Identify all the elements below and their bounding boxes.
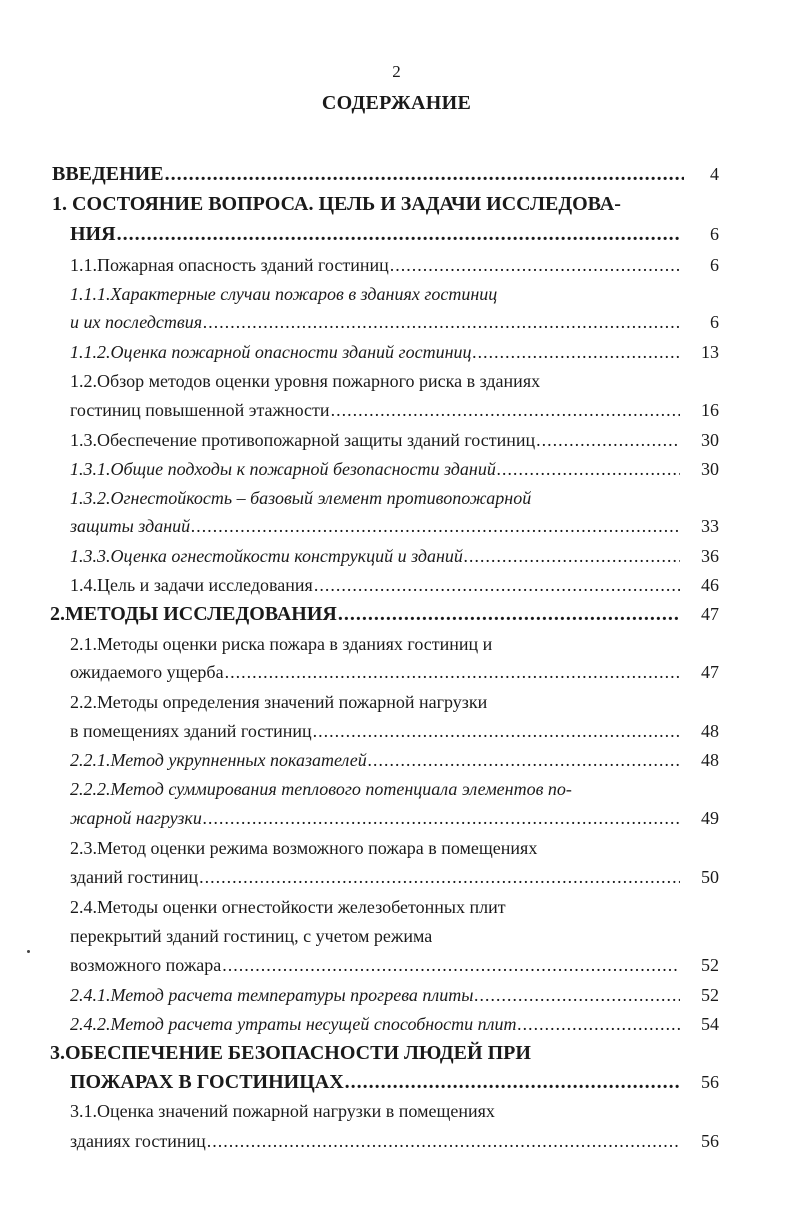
toc-dot-leader <box>199 863 680 891</box>
toc-entry-title: 1. СОСТОЯНИЕ ВОПРОСА. ЦЕЛЬ И ЗАДАЧИ ИССЛЕДОВА- <box>52 193 621 215</box>
toc-entry <box>0 1010 793 1038</box>
toc-page-number: 30 <box>701 430 719 450</box>
toc-dot-leader <box>222 951 680 979</box>
toc-page-number: 50 <box>701 867 719 887</box>
toc-dot-leader <box>117 220 680 248</box>
toc-entry-title: ВВЕДЕНИЕ <box>52 163 164 185</box>
toc-page-number: 49 <box>701 808 719 828</box>
toc-entry-title: перекрытий зданий гостиниц, с учетом режима <box>70 926 433 946</box>
toc-dot-leader <box>345 1068 680 1096</box>
toc-entry-title: 1.3.Обеспечение противопожарной защиты зданий гостиниц <box>70 430 536 450</box>
toc-entry <box>0 717 793 745</box>
toc-dot-leader <box>331 396 680 424</box>
toc-page-number: 48 <box>701 721 719 741</box>
toc-page-number: 56 <box>701 1072 719 1092</box>
toc-page-number: 54 <box>701 1014 719 1034</box>
toc-page-number: 48 <box>701 750 719 770</box>
toc-entry <box>0 863 793 891</box>
toc-page-number: 36 <box>701 546 719 566</box>
toc-entry-title: защиты зданий <box>70 516 191 536</box>
toc-page-number: 6 <box>710 224 719 244</box>
toc-entry <box>0 775 793 803</box>
toc-entry <box>0 426 793 454</box>
toc-entry-title: 2.2.1.Метод укрупненных показателей <box>70 750 367 770</box>
toc-dot-leader <box>474 981 680 1009</box>
toc-entry <box>0 251 793 279</box>
toc-entry-title: возможного пожара <box>70 955 222 975</box>
toc-entry-title: 1.3.3.Оценка огнестойкости конструкций и зданий <box>70 546 463 566</box>
toc-dot-leader <box>207 1127 680 1155</box>
toc-entry <box>0 1097 793 1125</box>
toc-entry-title: 2.4.2.Метод расчета утраты несущей способности плит <box>70 1014 517 1034</box>
toc-dot-leader <box>165 160 684 188</box>
toc-dot-leader <box>338 600 680 628</box>
toc-page-number: 16 <box>701 400 719 420</box>
toc-entry-title: ПОЖАРАХ В ГОСТИНИЦАХ <box>70 1071 344 1093</box>
toc-entry-title: 1.1.2.Оценка пожарной опасности зданий гостиниц <box>70 342 472 362</box>
toc-entry-title: 2.1.Методы оценки риска пожара в зданиях гостиниц и <box>70 634 493 654</box>
toc-dot-leader <box>390 251 680 279</box>
toc-entry <box>0 484 793 512</box>
toc-dot-leader <box>497 455 680 483</box>
toc-entry <box>0 542 793 570</box>
toc-dot-leader <box>203 308 680 336</box>
toc-entry-title: 2.МЕТОДЫ ИССЛЕДОВАНИЯ <box>50 603 337 625</box>
toc-page-number: 52 <box>701 955 719 975</box>
toc-dot-leader <box>368 746 680 774</box>
toc-entry <box>0 512 793 540</box>
toc-entry-title: 1.4.Цель и задачи исследования <box>70 575 313 595</box>
toc-entry-title: 2.3.Метод оценки режима возможного пожара в помещениях <box>70 838 538 858</box>
toc-page-number: 13 <box>701 342 719 362</box>
toc-entry <box>0 280 793 308</box>
toc-entry <box>0 160 793 188</box>
toc-entry <box>0 893 793 921</box>
toc-entry-title: и их последствия <box>70 312 203 332</box>
toc-entry <box>0 220 793 248</box>
toc-entry-title: 3.1.Оценка значений пожарной нагрузки в помещениях <box>70 1101 495 1121</box>
toc-entry <box>0 571 793 599</box>
toc-page-number: 4 <box>710 164 719 184</box>
toc-page-number: 47 <box>701 604 719 624</box>
toc-dot-leader <box>473 338 681 366</box>
toc-page-number: 47 <box>701 662 719 682</box>
toc-entry <box>0 746 793 774</box>
toc-page-number: 46 <box>701 575 719 595</box>
toc-entry-title: зданий гостиниц <box>70 867 199 887</box>
toc-dot-leader <box>313 717 680 745</box>
toc-entry <box>0 922 793 950</box>
toc-entry <box>0 630 793 658</box>
toc-page-number: 6 <box>710 312 719 332</box>
toc-entry-title: 3.ОБЕСПЕЧЕНИЕ БЕЗОПАСНОСТИ ЛЮДЕЙ ПРИ <box>50 1042 531 1064</box>
toc-entry-title: 1.1.1.Характерные случаи пожаров в зданиях гостиниц <box>70 284 498 304</box>
toc-entry-title: 2.4.1.Метод расчета температуры прогрева плиты <box>70 985 474 1005</box>
toc-entry <box>0 1068 793 1096</box>
toc-dot-leader <box>464 542 680 570</box>
toc-page-number: 52 <box>701 985 719 1005</box>
toc-page-number: 56 <box>701 1131 719 1151</box>
toc-entry-title: в помещениях зданий гостиниц <box>70 721 312 741</box>
toc-entry <box>0 981 793 1009</box>
toc-page-number: 33 <box>701 516 719 536</box>
toc-dot-leader <box>191 512 680 540</box>
toc-entry <box>0 367 793 395</box>
scan-speck <box>27 950 30 953</box>
page-number: 2 <box>392 62 401 81</box>
toc-entry <box>0 658 793 686</box>
toc-entry <box>0 455 793 483</box>
toc-entry <box>0 1039 793 1067</box>
toc-entry-title: 1.3.2.Огнестойкость – базовый элемент противопожарной <box>70 488 532 508</box>
toc-entry-title: 1.1.Пожарная опасность зданий гостиниц <box>70 255 389 275</box>
toc-entry <box>0 688 793 716</box>
toc-dot-leader <box>225 658 680 686</box>
toc-dot-leader <box>203 804 680 832</box>
toc-dot-leader <box>536 426 680 454</box>
toc-entry-title: 2.2.Методы определения значений пожарной нагрузки <box>70 692 488 712</box>
toc-entry-title: гостиниц повышенной этажности <box>70 400 330 420</box>
toc-entry <box>0 1127 793 1155</box>
toc-entry <box>0 338 793 366</box>
toc-entry-title: зданиях гостиниц <box>70 1131 206 1151</box>
toc-page-number: 30 <box>701 459 719 479</box>
toc-entry <box>0 308 793 336</box>
toc-entry <box>0 834 793 862</box>
toc-title: СОДЕРЖАНИЕ <box>321 92 472 114</box>
toc-entry <box>0 804 793 832</box>
toc-entry <box>0 396 793 424</box>
toc-entry-title: 1.2.Обзор методов оценки уровня пожарного риска в зданиях <box>70 371 541 391</box>
toc-entry-title: НИЯ <box>70 223 116 245</box>
toc-dot-leader <box>518 1010 680 1038</box>
toc-dot-leader <box>314 571 680 599</box>
toc-entry <box>0 190 793 218</box>
toc-entry-title: 2.2.2.Метод суммирования теплового потенциала элементов по- <box>70 779 572 799</box>
toc-entry-title: 2.4.Методы оценки огнестойкости железобетонных плит <box>70 897 506 917</box>
toc-entry <box>0 600 793 628</box>
toc-entry-title: ожидаемого ущерба <box>70 662 224 682</box>
toc-entry-title: 1.3.1.Общие подходы к пожарной безопасности зданий <box>70 459 496 479</box>
toc-entry-title: жарной нагрузки <box>70 808 202 828</box>
toc-page-number: 6 <box>710 255 719 275</box>
toc-entry <box>0 951 793 979</box>
